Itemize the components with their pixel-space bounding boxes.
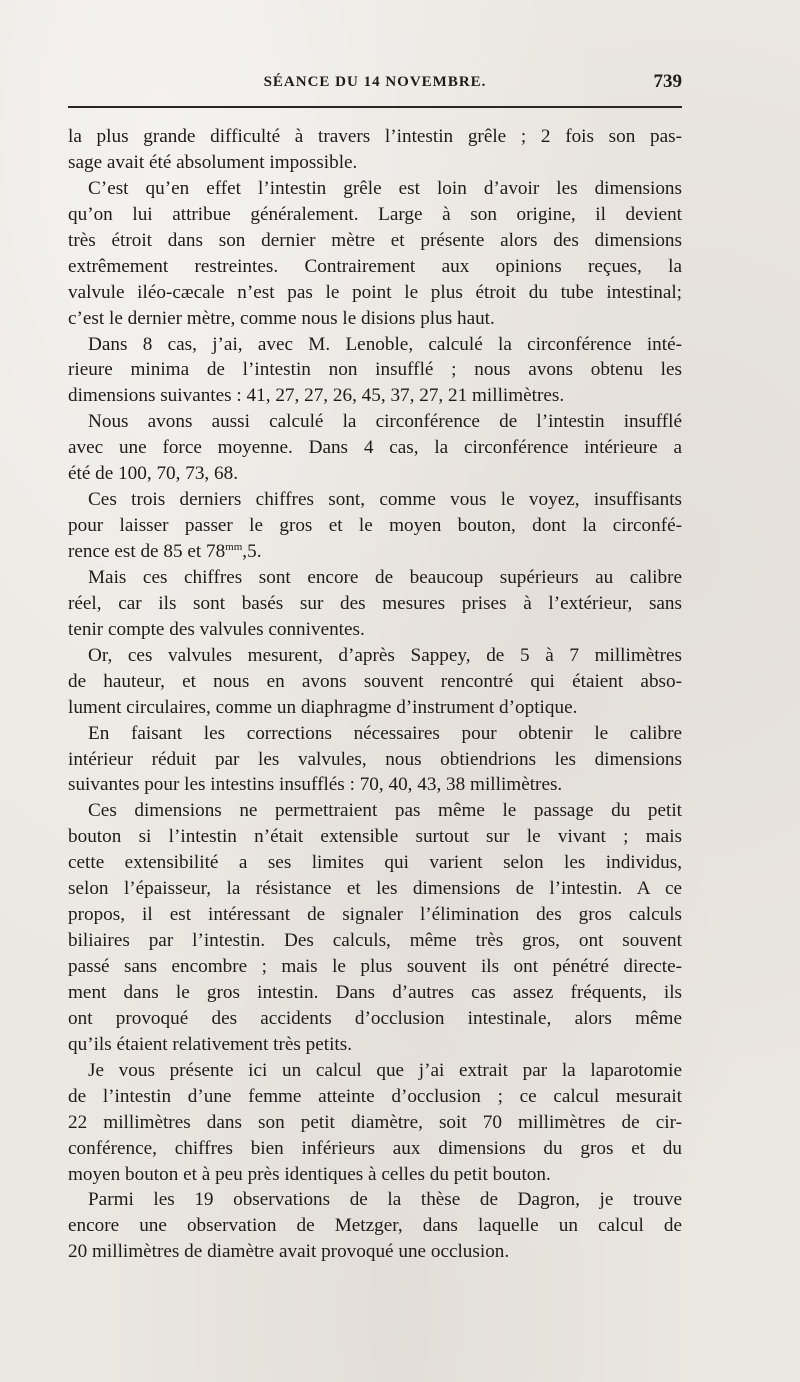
text-line: Mais ces chiffres sont encore de beaucoup supérieurs au calibre xyxy=(88,566,682,588)
text-line: 20 millimètres de diamètre avait provoqué une occlusion. xyxy=(68,1241,510,1263)
text-line: Ces dimensions ne permettraient pas même le passage du petit xyxy=(88,800,682,822)
text-line: c’est le dernier mètre, comme nous le disions plus haut. xyxy=(68,307,495,329)
page-header xyxy=(68,71,682,100)
page-number: 739 xyxy=(653,71,682,92)
text-fragment: ,5. xyxy=(242,541,262,562)
text-line: moyen bouton et à peu près identiques à celles du petit bouton. xyxy=(68,1163,551,1185)
text-line: lument circulaires, comme un diaphragme d’instrument d’optique. xyxy=(68,696,578,718)
text-line: passé sans encombre ; mais le plus souvent ils ont pénétré directe- xyxy=(68,956,682,977)
running-head: SÉANCE DU 14 NOVEMBRE. xyxy=(263,74,487,90)
text-line: suivantes pour les intestins insufflés : 70, 40, 43, 38 millimètres. xyxy=(68,774,563,796)
header-rule xyxy=(68,106,682,108)
text-line: Nous avons aussi calculé la circonférence de l’intestin insufflé xyxy=(88,411,682,433)
text-line: Je vous présente ici un calcul que j’ai extrait par la laparotomie xyxy=(88,1059,682,1081)
text-line: pour laisser passer le gros et le moyen bouton, dont la circonfé- xyxy=(68,515,682,537)
text-line: cette extensibilité a ses limites qui varient selon les individus, xyxy=(68,852,682,874)
superscript-unit: mm xyxy=(225,541,243,553)
text-line: ont provoqué des accidents d’occlusion intestinale, alors même xyxy=(68,1007,682,1029)
text-line: dimensions suivantes : 41, 27, 27, 26, 45, 37, 27, 21 millimètres. xyxy=(68,385,565,407)
text-line: 22 millimètres dans son petit diamètre, soit 70 millimètres de cir- xyxy=(68,1111,682,1133)
text-line: valvule iléo-cæcale n’est pas le point le plus étroit du tube intestinal; xyxy=(68,281,682,303)
text-line: biliaires par l’intestin. Des calculs, même très gros, ont souvent xyxy=(68,930,682,952)
text-line: de hauteur, et nous en avons souvent rencontré qui étaient abso- xyxy=(68,670,682,692)
text-line: avec une force moyenne. Dans 4 cas, la circonférence intérieure a xyxy=(68,437,682,459)
text-line: intérieur réduit par les valvules, nous obtiendrions les dimensions xyxy=(68,748,682,770)
text-line: de l’intestin d’une femme atteinte d’occlusion ; ce calcul mesurait xyxy=(68,1085,682,1107)
text-fragment: rence est de 85 et 78 xyxy=(68,541,226,562)
text-line: ment dans le gros intestin. Dans d’autres cas assez fréquents, ils xyxy=(68,981,682,1003)
text-line xyxy=(68,539,682,565)
text-line: la plus grande difficulté à travers l’intestin grêle ; 2 fois son pas- xyxy=(68,126,682,147)
text-line: Parmi les 19 observations de la thèse de Dagron, je trouve xyxy=(88,1189,682,1211)
text-line: Dans 8 cas, j’ai, avec M. Lenoble, calculé la circonférence inté- xyxy=(88,333,682,355)
text-line: extrêmement restreintes. Contrairement aux opinions reçues, la xyxy=(68,255,682,277)
text-line: selon l’épaisseur, la résistance et les dimensions de l’intestin. A ce xyxy=(68,878,682,900)
text-line: conférence, chiffres bien inférieurs aux dimensions du gros et du xyxy=(68,1137,682,1159)
text-line: tenir compte des valvules conniventes. xyxy=(68,618,365,640)
text-line: Ces trois derniers chiffres sont, comme vous le voyez, insuffisants xyxy=(88,489,682,511)
text-line: encore une observation de Metzger, dans laquelle un calcul de xyxy=(68,1215,682,1237)
text-line: qu’ils étaient relativement très petits. xyxy=(68,1033,352,1055)
text-line: réel, car ils sont basés sur des mesures prises à l’extérieur, sans xyxy=(68,592,682,614)
text-line: rieure minima de l’intestin non insufflé ; nous avons obtenu les xyxy=(68,359,682,381)
text-line: été de 100, 70, 73, 68. xyxy=(68,463,238,485)
text-line: bouton si l’intestin n’était extensible surtout sur le vivant ; mais xyxy=(68,826,682,848)
body-text xyxy=(68,124,682,1265)
text-line: Or, ces valvules mesurent, d’après Sappey, de 5 à 7 millimètres xyxy=(88,644,682,666)
text-line: En faisant les corrections nécessaires pour obtenir le calibre xyxy=(88,722,682,744)
text-line: qu’on lui attribue généralement. Large à son origine, il devient xyxy=(68,203,682,225)
text-line: très étroit dans son dernier mètre et présente alors des dimensions xyxy=(68,229,682,251)
text-line: sage avait été absolument impossible. xyxy=(68,151,358,173)
text-line: propos, il est intéressant de signaler l’élimination des gros calculs xyxy=(68,904,682,926)
text-line: C’est qu’en effet l’intestin grêle est loin d’avoir les dimensions xyxy=(88,177,682,199)
